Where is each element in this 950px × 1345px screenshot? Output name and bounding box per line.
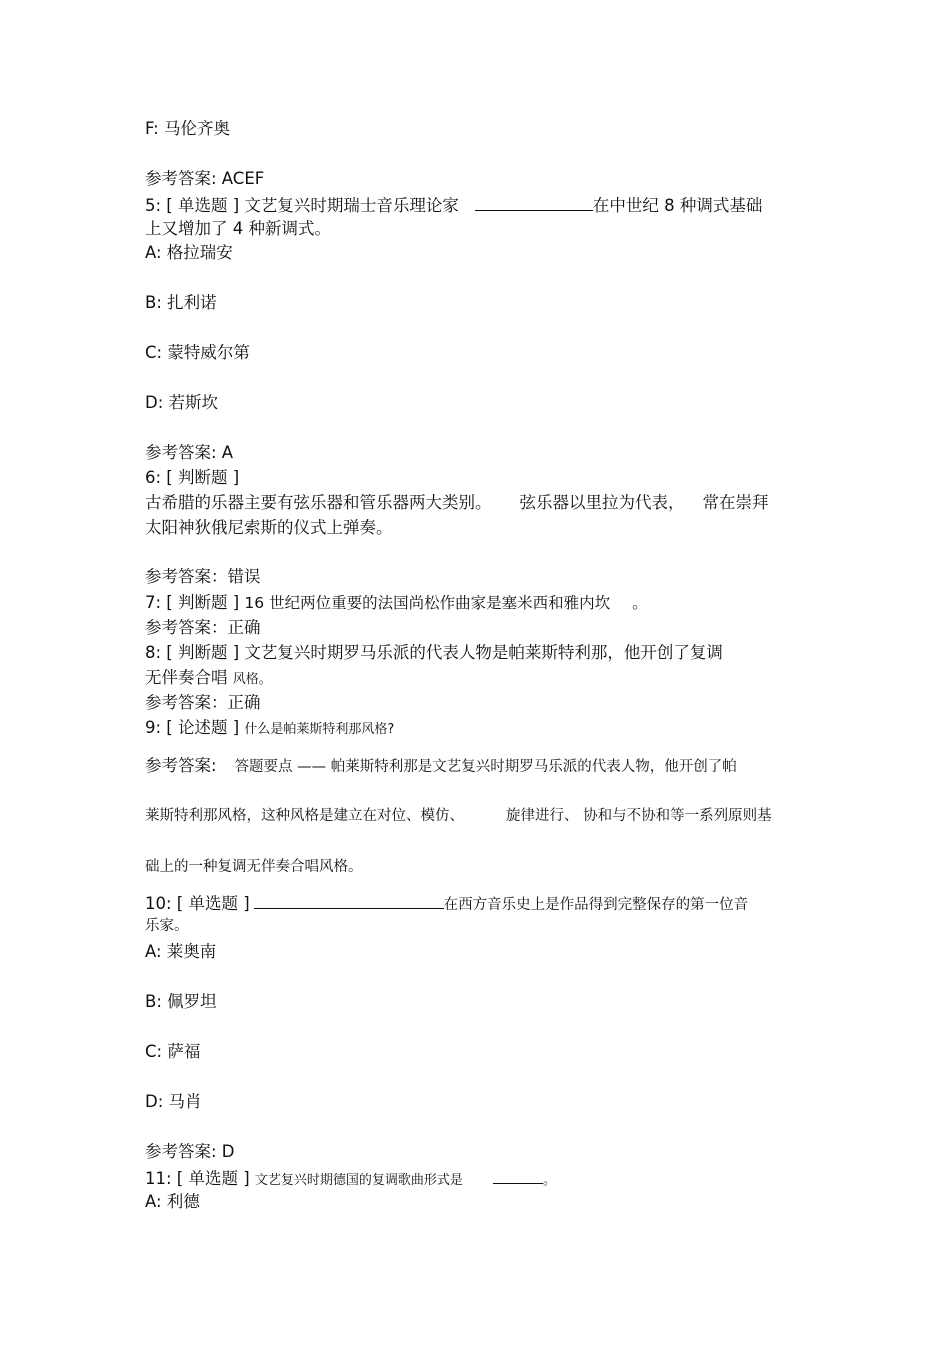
q5-stem-suffix: 在中世纪 8 种调式基础 xyxy=(592,196,763,215)
q10-answer: 参考答案: D xyxy=(145,1142,235,1161)
q10-stem-suffix: 在西方音乐史上是作品得到完整保存的第一位音 xyxy=(443,897,749,913)
q11-text: 文艺复兴时期德国的复调歌曲形式是 xyxy=(254,1173,463,1188)
q10-stem-line2: 乐家。 xyxy=(145,918,189,934)
q9-answer-line3: 础上的一种复调无伴奏合唱风格。 xyxy=(145,859,363,875)
q11-blank xyxy=(493,1169,543,1184)
q9-answer-text2b: 旋律进行、 协和与不协和等一系列原则基 xyxy=(506,808,772,824)
q8-answer: 参考答案：正确 xyxy=(145,693,261,712)
q6-text-b: 弦乐器以里拉为代表， xyxy=(519,493,685,512)
q9-answer-label: 参考答案: xyxy=(145,756,217,775)
q9-prefix: 9: [ 论述题 ] xyxy=(145,718,240,737)
q6-header: 6: [ 判断题 ] xyxy=(145,468,240,487)
q7-prefix: 7: [ 判断题 ] xyxy=(145,593,240,612)
q9-answer-text2a: 莱斯特利那风格，这种风格是建立在对位、模仿、 xyxy=(145,808,464,824)
q7-end: 。 xyxy=(632,594,648,612)
q8-stem-line2 xyxy=(145,670,272,687)
q7-stem xyxy=(145,595,648,612)
q10-option-d: D: 马肖 xyxy=(145,1092,202,1111)
q9-stem xyxy=(145,720,394,737)
q6-text-c: 常在崇拜 xyxy=(702,493,769,512)
q8-text: 文艺复兴时期罗马乐派的代表人物是帕莱斯特利那，他开创了复调 xyxy=(244,643,723,662)
q5-answer: 参考答案: A xyxy=(145,443,234,462)
q5-option-b: B: 扎利诺 xyxy=(145,293,217,312)
q9-answer-line1 xyxy=(145,758,737,775)
q8-prefix: 8: [ 判断题 ] xyxy=(145,643,240,662)
q5-stem-line2: 上又增加了 4 种新调式。 xyxy=(145,219,331,238)
q9-answer-line2 xyxy=(145,809,772,824)
q9-text: 什么是帕莱斯特利那风格? xyxy=(244,722,395,737)
q10-stem xyxy=(145,894,748,913)
q6-text-a: 古希腊的乐器主要有弦乐器和管乐器两大类别。 xyxy=(145,493,492,512)
q5-option-d: D: 若斯坎 xyxy=(145,393,219,412)
q11-prefix: 11: [ 单选题 ] xyxy=(145,1169,250,1188)
q10-option-a: A: 莱奥南 xyxy=(145,942,217,961)
q6-text-line2: 太阳神狄俄尼索斯的仪式上弹奏。 xyxy=(145,518,393,537)
q11-option-a: A: 利德 xyxy=(145,1192,200,1211)
q5-stem xyxy=(145,196,762,215)
q6-answer: 参考答案：错误 xyxy=(145,567,261,586)
q4-answer: 参考答案: ACEF xyxy=(145,169,265,188)
q9-answer-text1: 答题要点 —— 帕莱斯特利那是文艺复兴时期罗马乐派的代表人物，他开创了帕 xyxy=(234,759,737,775)
q5-blank xyxy=(475,196,593,211)
q4-option-f: F: 马伦齐奥 xyxy=(145,119,231,138)
q6-text xyxy=(145,495,769,512)
q5-option-a: A: 格拉瑞安 xyxy=(145,243,233,262)
q8-stem xyxy=(145,645,723,662)
q10-option-c: C: 萨福 xyxy=(145,1042,201,1061)
q5-option-c: C: 蒙特威尔第 xyxy=(145,343,250,362)
q11-stem xyxy=(145,1169,556,1188)
q5-stem-prefix: 5: [ 单选题 ] 文艺复兴时期瑞士音乐理论家 xyxy=(145,196,459,215)
q7-answer: 参考答案：正确 xyxy=(145,618,261,637)
q10-blank xyxy=(254,894,444,909)
q8-line2-b: 风格。 xyxy=(232,672,272,687)
q7-text: 16 世纪两位重要的法国尚松作曲家是塞米西和雅内坎 xyxy=(244,594,611,612)
q10-option-b: B: 佩罗坦 xyxy=(145,992,217,1011)
q11-end: 。 xyxy=(542,1173,556,1188)
q8-line2-a: 无伴奏合唱 xyxy=(145,668,228,687)
q10-prefix: 10: [ 单选题 ] xyxy=(145,894,250,913)
